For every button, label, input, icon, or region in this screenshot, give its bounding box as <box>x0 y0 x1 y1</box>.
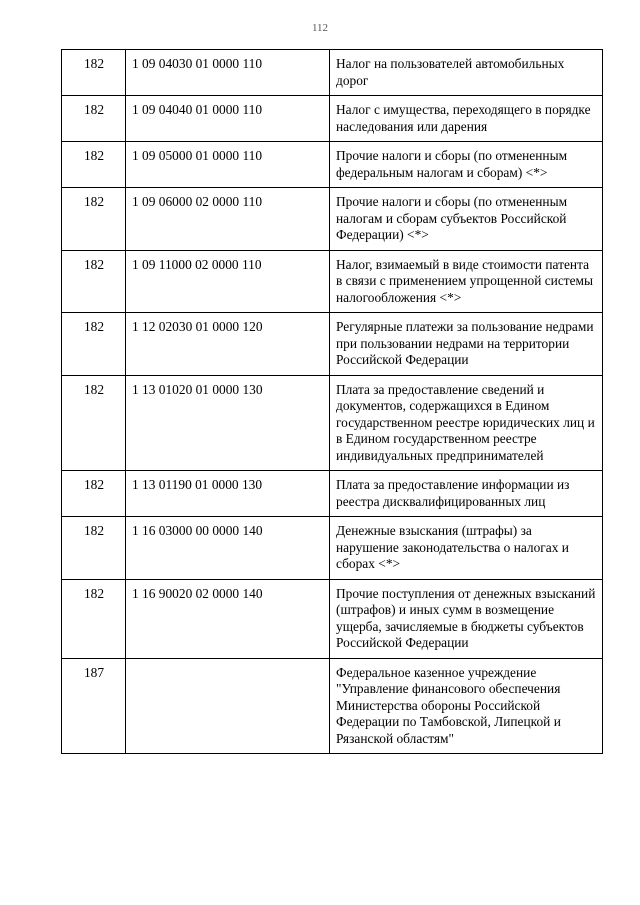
table-row <box>62 188 603 251</box>
table-body <box>62 50 603 754</box>
budget-classification-table <box>61 49 603 754</box>
income-name-cell: Плата за предоставление сведений и документов, содержащихся в Едином государственном реестре юридических лиц и в Едином государственном реестре индивидуальных предпринимателей <box>330 375 603 471</box>
table-row <box>62 517 603 580</box>
table-row <box>62 471 603 517</box>
admin-code-cell: 182 <box>62 250 126 313</box>
budget-code-cell: 1 09 05000 01 0000 110 <box>126 142 330 188</box>
income-name-cell: Денежные взыскания (штрафы) за нарушение законодательства о налогах и сборах <*> <box>330 517 603 580</box>
table-row <box>62 250 603 313</box>
budget-code-cell: 1 13 01020 01 0000 130 <box>126 375 330 471</box>
income-name-cell: Прочие поступления от денежных взысканий (штрафов) и иных сумм в возмещение ущерба, зачисляемые в бюджеты субъектов Российской Федерации <box>330 579 603 658</box>
income-name-cell: Налог, взимаемый в виде стоимости патента в связи с применением упрощенной системы налогообложения <*> <box>330 250 603 313</box>
admin-code-cell: 182 <box>62 50 126 96</box>
budget-code-cell: 1 13 01190 01 0000 130 <box>126 471 330 517</box>
table-row <box>62 142 603 188</box>
table-row <box>62 658 603 754</box>
admin-code-cell: 182 <box>62 188 126 251</box>
budget-code-cell: 1 16 03000 00 0000 140 <box>126 517 330 580</box>
table-row <box>62 96 603 142</box>
admin-code-cell: 182 <box>62 579 126 658</box>
admin-code-cell: 182 <box>62 96 126 142</box>
income-name-cell: Регулярные платежи за пользование недрами при пользовании недрами на территории Российской Федерации <box>330 313 603 376</box>
admin-code-cell: 182 <box>62 142 126 188</box>
admin-code-cell: 182 <box>62 517 126 580</box>
income-name-cell: Прочие налоги и сборы (по отмененным федеральным налогам и сборам) <*> <box>330 142 603 188</box>
budget-code-cell: 1 09 04030 01 0000 110 <box>126 50 330 96</box>
income-name-cell: Прочие налоги и сборы (по отмененным налогам и сборам субъектов Российской Федерации) <*> <box>330 188 603 251</box>
table-row <box>62 375 603 471</box>
table-row <box>62 50 603 96</box>
budget-code-cell: 1 12 02030 01 0000 120 <box>126 313 330 376</box>
admin-code-cell: 182 <box>62 313 126 376</box>
admin-code-cell: 187 <box>62 658 126 754</box>
budget-code-cell <box>126 658 330 754</box>
budget-code-cell: 1 09 04040 01 0000 110 <box>126 96 330 142</box>
income-name-cell: Налог на пользователей автомобильных дорог <box>330 50 603 96</box>
page-number: 112 <box>311 22 329 34</box>
admin-code-cell: 182 <box>62 471 126 517</box>
income-name-cell: Налог с имущества, переходящего в порядке наследования или дарения <box>330 96 603 142</box>
admin-code-cell: 182 <box>62 375 126 471</box>
budget-code-cell: 1 09 06000 02 0000 110 <box>126 188 330 251</box>
table-row <box>62 313 603 376</box>
budget-code-cell: 1 16 90020 02 0000 140 <box>126 579 330 658</box>
budget-code-cell: 1 09 11000 02 0000 110 <box>126 250 330 313</box>
income-name-cell: Плата за предоставление информации из реестра дисквалифицированных лиц <box>330 471 603 517</box>
table-row <box>62 579 603 658</box>
income-name-cell: Федеральное казенное учреждение "Управление финансового обеспечения Министерства обороны Российской Федерации по Тамбовской, Липецкой и Рязанской областям" <box>330 658 603 754</box>
